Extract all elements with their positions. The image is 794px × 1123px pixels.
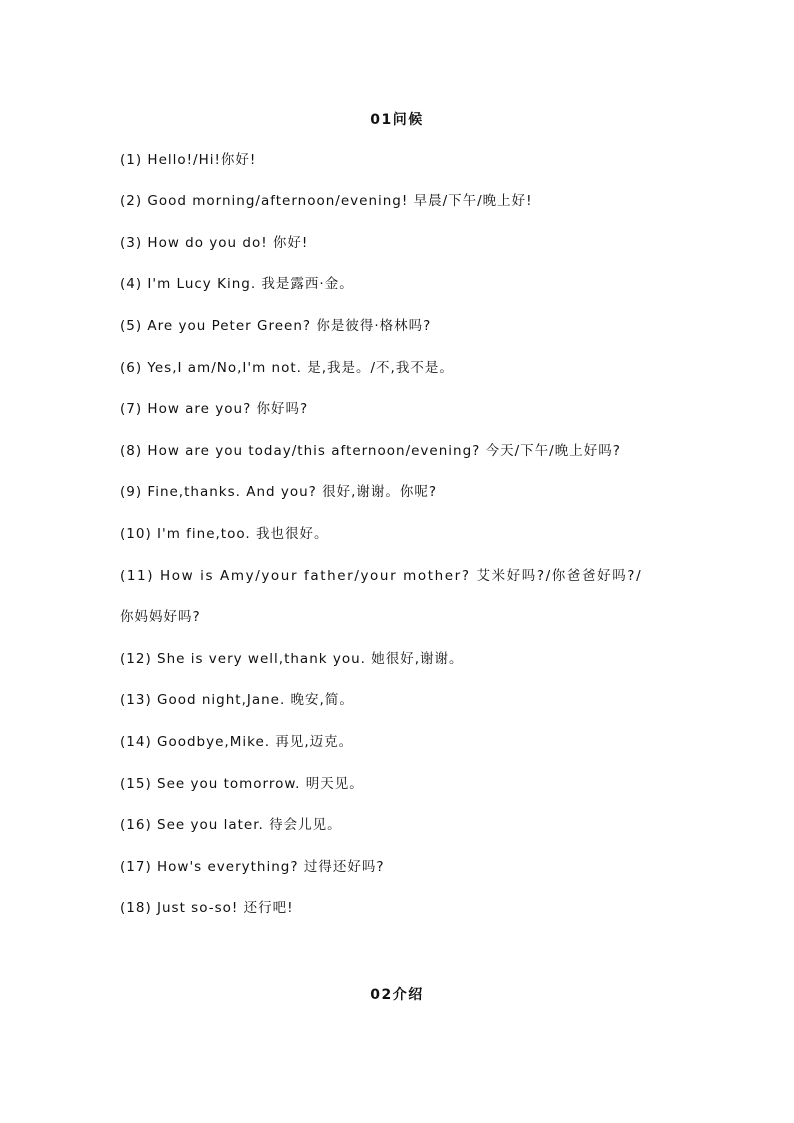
phrase-line: (13) Good night,Jane. 晚安,简。 — [120, 692, 354, 708]
phrase-line: (6) Yes,I am/No,I'm not. 是,我是。/不,我不是。 — [120, 360, 454, 376]
phrase-line: (11) How is Amy/your father/your mother? 艾米好吗?/你爸爸好吗?/ — [120, 568, 643, 584]
phrase-line: (14) Goodbye,Mike. 再见,迈克。 — [120, 734, 354, 750]
section-heading-greetings: 01问候 — [370, 112, 424, 128]
phrase-line-continued: 你妈妈好吗? — [120, 609, 201, 625]
phrase-line: (10) I'm fine,too. 我也很好。 — [120, 526, 329, 542]
phrase-line: (5) Are you Peter Green? 你是彼得·格林吗? — [120, 318, 432, 334]
phrase-line: (18) Just so-so! 还行吧! — [120, 900, 294, 916]
phrase-line: (3) How do you do! 你好! — [120, 235, 309, 251]
phrase-line: (15) See you tomorrow. 明天见。 — [120, 776, 364, 792]
phrase-line: (4) I'm Lucy King. 我是露西·金。 — [120, 276, 354, 292]
phrase-line: (9) Fine,thanks. And you? 很好,谢谢。你呢? — [120, 484, 438, 500]
phrase-line: (12) She is very well,thank you. 她很好,谢谢。 — [120, 651, 464, 667]
phrase-line: (16) See you later. 待会儿见。 — [120, 817, 342, 833]
section-heading-introductions: 02介绍 — [370, 987, 424, 1003]
phrase-line: (7) How are you? 你好吗? — [120, 401, 309, 417]
phrase-line: (17) How's everything? 过得还好吗? — [120, 859, 385, 875]
phrase-line: (8) How are you today/this afternoon/evening? 今天/下午/晚上好吗? — [120, 443, 621, 459]
phrase-line: (1) Hello!/Hi!你好! — [120, 152, 257, 168]
phrase-line: (2) Good morning/afternoon/evening! 早晨/下午/晚上好! — [120, 193, 533, 209]
